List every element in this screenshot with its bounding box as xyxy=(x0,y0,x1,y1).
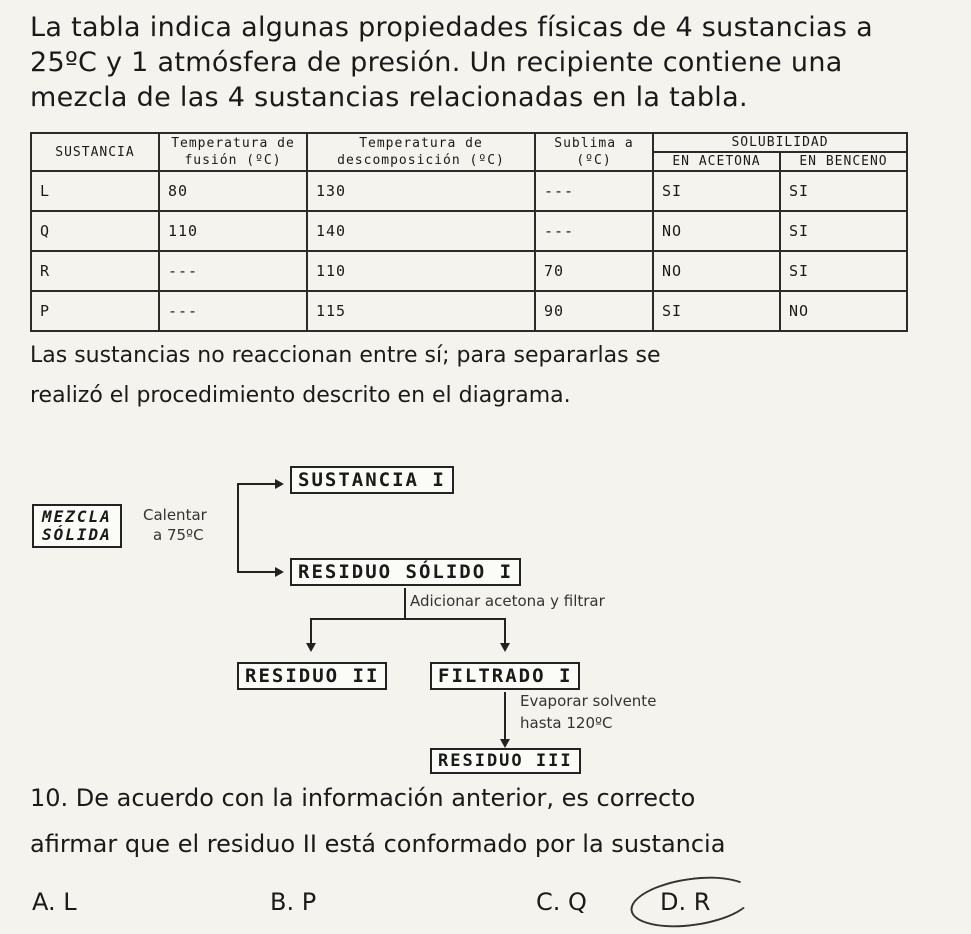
intro-line-3: mezcla de las 4 sustancias relacionadas en la tabla. xyxy=(30,82,748,113)
cell-acetona: SI xyxy=(653,291,780,331)
header-descomposicion: Temperatura de descomposición (ºC) xyxy=(307,133,535,171)
calentar-temp: a 75ºC xyxy=(153,526,204,544)
mezcla-solida-box xyxy=(32,504,122,548)
cell-acetona: NO xyxy=(653,211,780,251)
calentar-label: Calentar xyxy=(143,506,207,524)
cell-fusion: --- xyxy=(159,291,307,331)
cell-descomposicion: 140 xyxy=(307,211,535,251)
header-fusion: Temperatura de fusión (ºC) xyxy=(159,133,307,171)
cell-benceno: SI xyxy=(780,171,907,211)
cell-descomposicion: 130 xyxy=(307,171,535,211)
intro-paragraph xyxy=(30,10,950,115)
cell-benceno: SI xyxy=(780,251,907,291)
cell-sublima: --- xyxy=(535,171,653,211)
sustancia-1-box: SUSTANCIA I xyxy=(290,466,454,494)
evaporar-label: Evaporar solvente xyxy=(520,692,657,710)
residuo-2-box: RESIDUO II xyxy=(237,662,387,690)
arrow-down-icon xyxy=(306,643,316,652)
procedure-line-1: Las sustancias no reaccionan entre sí; para separarlas se xyxy=(30,343,661,368)
header-acetona: EN ACETONA xyxy=(653,152,780,171)
intro-line-2: 25ºC y 1 atmósfera de presión. Un recipiente contiene una xyxy=(30,47,843,78)
filtrado-1-box: FILTRADO I xyxy=(430,662,580,690)
cell-descomposicion: 115 xyxy=(307,291,535,331)
option-b[interactable]: B. P xyxy=(270,888,317,916)
header-sublima: Sublima a (ºC) xyxy=(535,133,653,171)
header-benceno: EN BENCENO xyxy=(780,152,907,171)
header-sustancia: SUSTANCIA xyxy=(31,133,159,171)
residuo-solido-1-box: RESIDUO SÓLIDO I xyxy=(290,558,521,586)
cell-fusion: 110 xyxy=(159,211,307,251)
cell-sustancia: P xyxy=(31,291,159,331)
table-row xyxy=(31,291,907,331)
calentar-note xyxy=(143,505,207,545)
residuo-3-box: RESIDUO III xyxy=(430,748,581,774)
cell-acetona: SI xyxy=(653,171,780,211)
question-line-1: 10. De acuerdo con la información anterior, es correcto xyxy=(30,784,696,812)
cell-benceno: NO xyxy=(780,291,907,331)
connector-line xyxy=(237,483,239,573)
cell-benceno: SI xyxy=(780,211,907,251)
question-10 xyxy=(30,775,950,867)
properties-table xyxy=(30,132,908,332)
connector-line xyxy=(310,618,506,620)
cell-sublima: 70 xyxy=(535,251,653,291)
table-row xyxy=(31,251,907,291)
connector-line xyxy=(504,692,506,740)
option-c[interactable]: C. Q xyxy=(536,888,587,916)
arrow-down-icon xyxy=(500,739,510,748)
table-row xyxy=(31,171,907,211)
connector-line xyxy=(237,483,277,485)
solida-label: SÓLIDA xyxy=(42,525,112,544)
option-d[interactable]: D. R xyxy=(660,888,711,916)
evaporar-temp: hasta 120ºC xyxy=(520,714,613,732)
cell-sustancia: Q xyxy=(31,211,159,251)
connector-line xyxy=(237,571,277,573)
evaporar-note xyxy=(520,690,656,734)
cell-descomposicion: 110 xyxy=(307,251,535,291)
cell-sublima: 90 xyxy=(535,291,653,331)
procedure-paragraph xyxy=(30,336,950,416)
intro-line-1: La tabla indica algunas propiedades físicas de 4 sustancias a xyxy=(30,12,873,43)
cell-fusion: 80 xyxy=(159,171,307,211)
cell-acetona: NO xyxy=(653,251,780,291)
acetona-step-note: Adicionar acetona y filtrar xyxy=(410,592,605,610)
cell-sublima: --- xyxy=(535,211,653,251)
connector-line xyxy=(504,618,506,644)
question-line-2: afirmar que el residuo II está conformado por la sustancia xyxy=(30,830,726,858)
arrow-right-icon xyxy=(275,479,284,489)
cell-fusion: --- xyxy=(159,251,307,291)
arrow-down-icon xyxy=(500,643,510,652)
connector-line xyxy=(404,588,406,618)
table-row xyxy=(31,211,907,251)
procedure-line-2: realizó el procedimiento descrito en el diagrama. xyxy=(30,383,571,408)
option-a[interactable]: A. L xyxy=(32,888,77,916)
mezcla-label: MEZCLA xyxy=(42,507,112,526)
arrow-right-icon xyxy=(275,567,284,577)
cell-sustancia: R xyxy=(31,251,159,291)
header-solubilidad: SOLUBILIDAD xyxy=(653,133,907,152)
connector-line xyxy=(310,618,312,644)
cell-sustancia: L xyxy=(31,171,159,211)
